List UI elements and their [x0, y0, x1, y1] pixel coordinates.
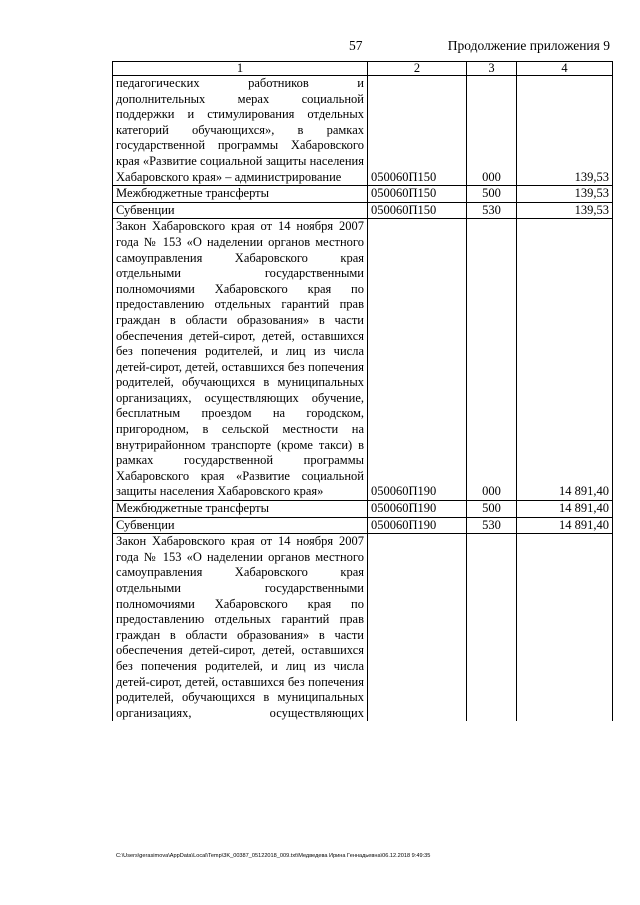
row-code: 050060П190 — [368, 219, 467, 501]
column-number-4: 4 — [517, 62, 613, 76]
row-description: педагогических работников и дополнительных мерах социальной поддержки и стимулирования отдельных категорий обучающихся», в рамках государственной программы Хабаровского края «Развитие социальной защиты населения Хабаровского края» – администрирование — [113, 76, 368, 186]
row-code: 050060П190 — [368, 517, 467, 534]
table-row — [113, 76, 613, 186]
row-sum: 139,53 — [517, 76, 613, 186]
row-description: Субвенции — [113, 517, 368, 534]
column-number-3: 3 — [467, 62, 517, 76]
row-kvr: 530 — [467, 517, 517, 534]
column-number-row — [113, 62, 613, 76]
row-kvr: 000 — [467, 76, 517, 186]
row-code — [368, 534, 467, 722]
row-kvr: 530 — [467, 202, 517, 219]
table-row — [113, 202, 613, 219]
table-row — [113, 534, 613, 722]
page-number: 57 — [349, 38, 363, 53]
row-kvr: 500 — [467, 186, 517, 203]
row-description: Межбюджетные трансферты — [113, 186, 368, 203]
row-description: Закон Хабаровского края от 14 ноября 2007 года № 153 «О наделении органов местного самоуправления Хабаровского края отдельными государственными полномочиями Хабаровского края по предоставлению отдельных гарантий прав граждан в области образования» в части обеспечения детей-сирот, детей, оставшихся без попечения родителей, и лиц из числа детей-сирот, детей, оставшихся без попечения родителей, обучающихся в муниципальных организациях, осуществляющих — [113, 534, 368, 722]
footer-file-path: C:\Users\gerasimova\AppData\Local\Temp\3K_00387_05122018_009.txt\Медведева Ирина Геннадьевна\06.12.2018 9:49:35 — [116, 853, 431, 859]
row-sum: 14 891,40 — [517, 219, 613, 501]
table-row — [113, 186, 613, 203]
row-description: Межбюджетные трансферты — [113, 501, 368, 518]
budget-table — [112, 61, 613, 721]
row-kvr: 000 — [467, 219, 517, 501]
row-code: 050060П150 — [368, 76, 467, 186]
page-caption: Продолжение приложения 9 — [447, 38, 610, 53]
row-code: 050060П190 — [368, 501, 467, 518]
column-number-1: 1 — [113, 62, 368, 76]
row-sum: 139,53 — [517, 202, 613, 219]
row-sum — [517, 534, 613, 722]
row-kvr — [467, 534, 517, 722]
row-sum: 14 891,40 — [517, 501, 613, 518]
row-code: 050060П150 — [368, 202, 467, 219]
row-kvr: 500 — [467, 501, 517, 518]
table-row — [113, 501, 613, 518]
row-code: 050060П150 — [368, 186, 467, 203]
row-description: Субвенции — [113, 202, 368, 219]
table-row — [113, 219, 613, 501]
table-row — [113, 517, 613, 534]
row-sum: 139,53 — [517, 186, 613, 203]
row-sum: 14 891,40 — [517, 517, 613, 534]
row-description: Закон Хабаровского края от 14 ноября 2007 года № 153 «О наделении органов местного самоуправления Хабаровского края отдельными государственными полномочиями Хабаровского края по предоставлению отдельных гарантий прав граждан в области образования» в части обеспечения детей-сирот, детей, оставшихся без попечения родителей, и лиц из числа детей-сирот, детей, оставшихся без попечения родителей, обучающихся в муниципальных организациях, осуществляющих обучение, бесплатным проездом на городском, пригородном, в сельской местности на внутрирайонном транспорте (кроме такси) в рамках государственной программы Хабаровского края «Развитие социальной защиты населения Хабаровского края» — [113, 219, 368, 501]
column-number-2: 2 — [368, 62, 467, 76]
